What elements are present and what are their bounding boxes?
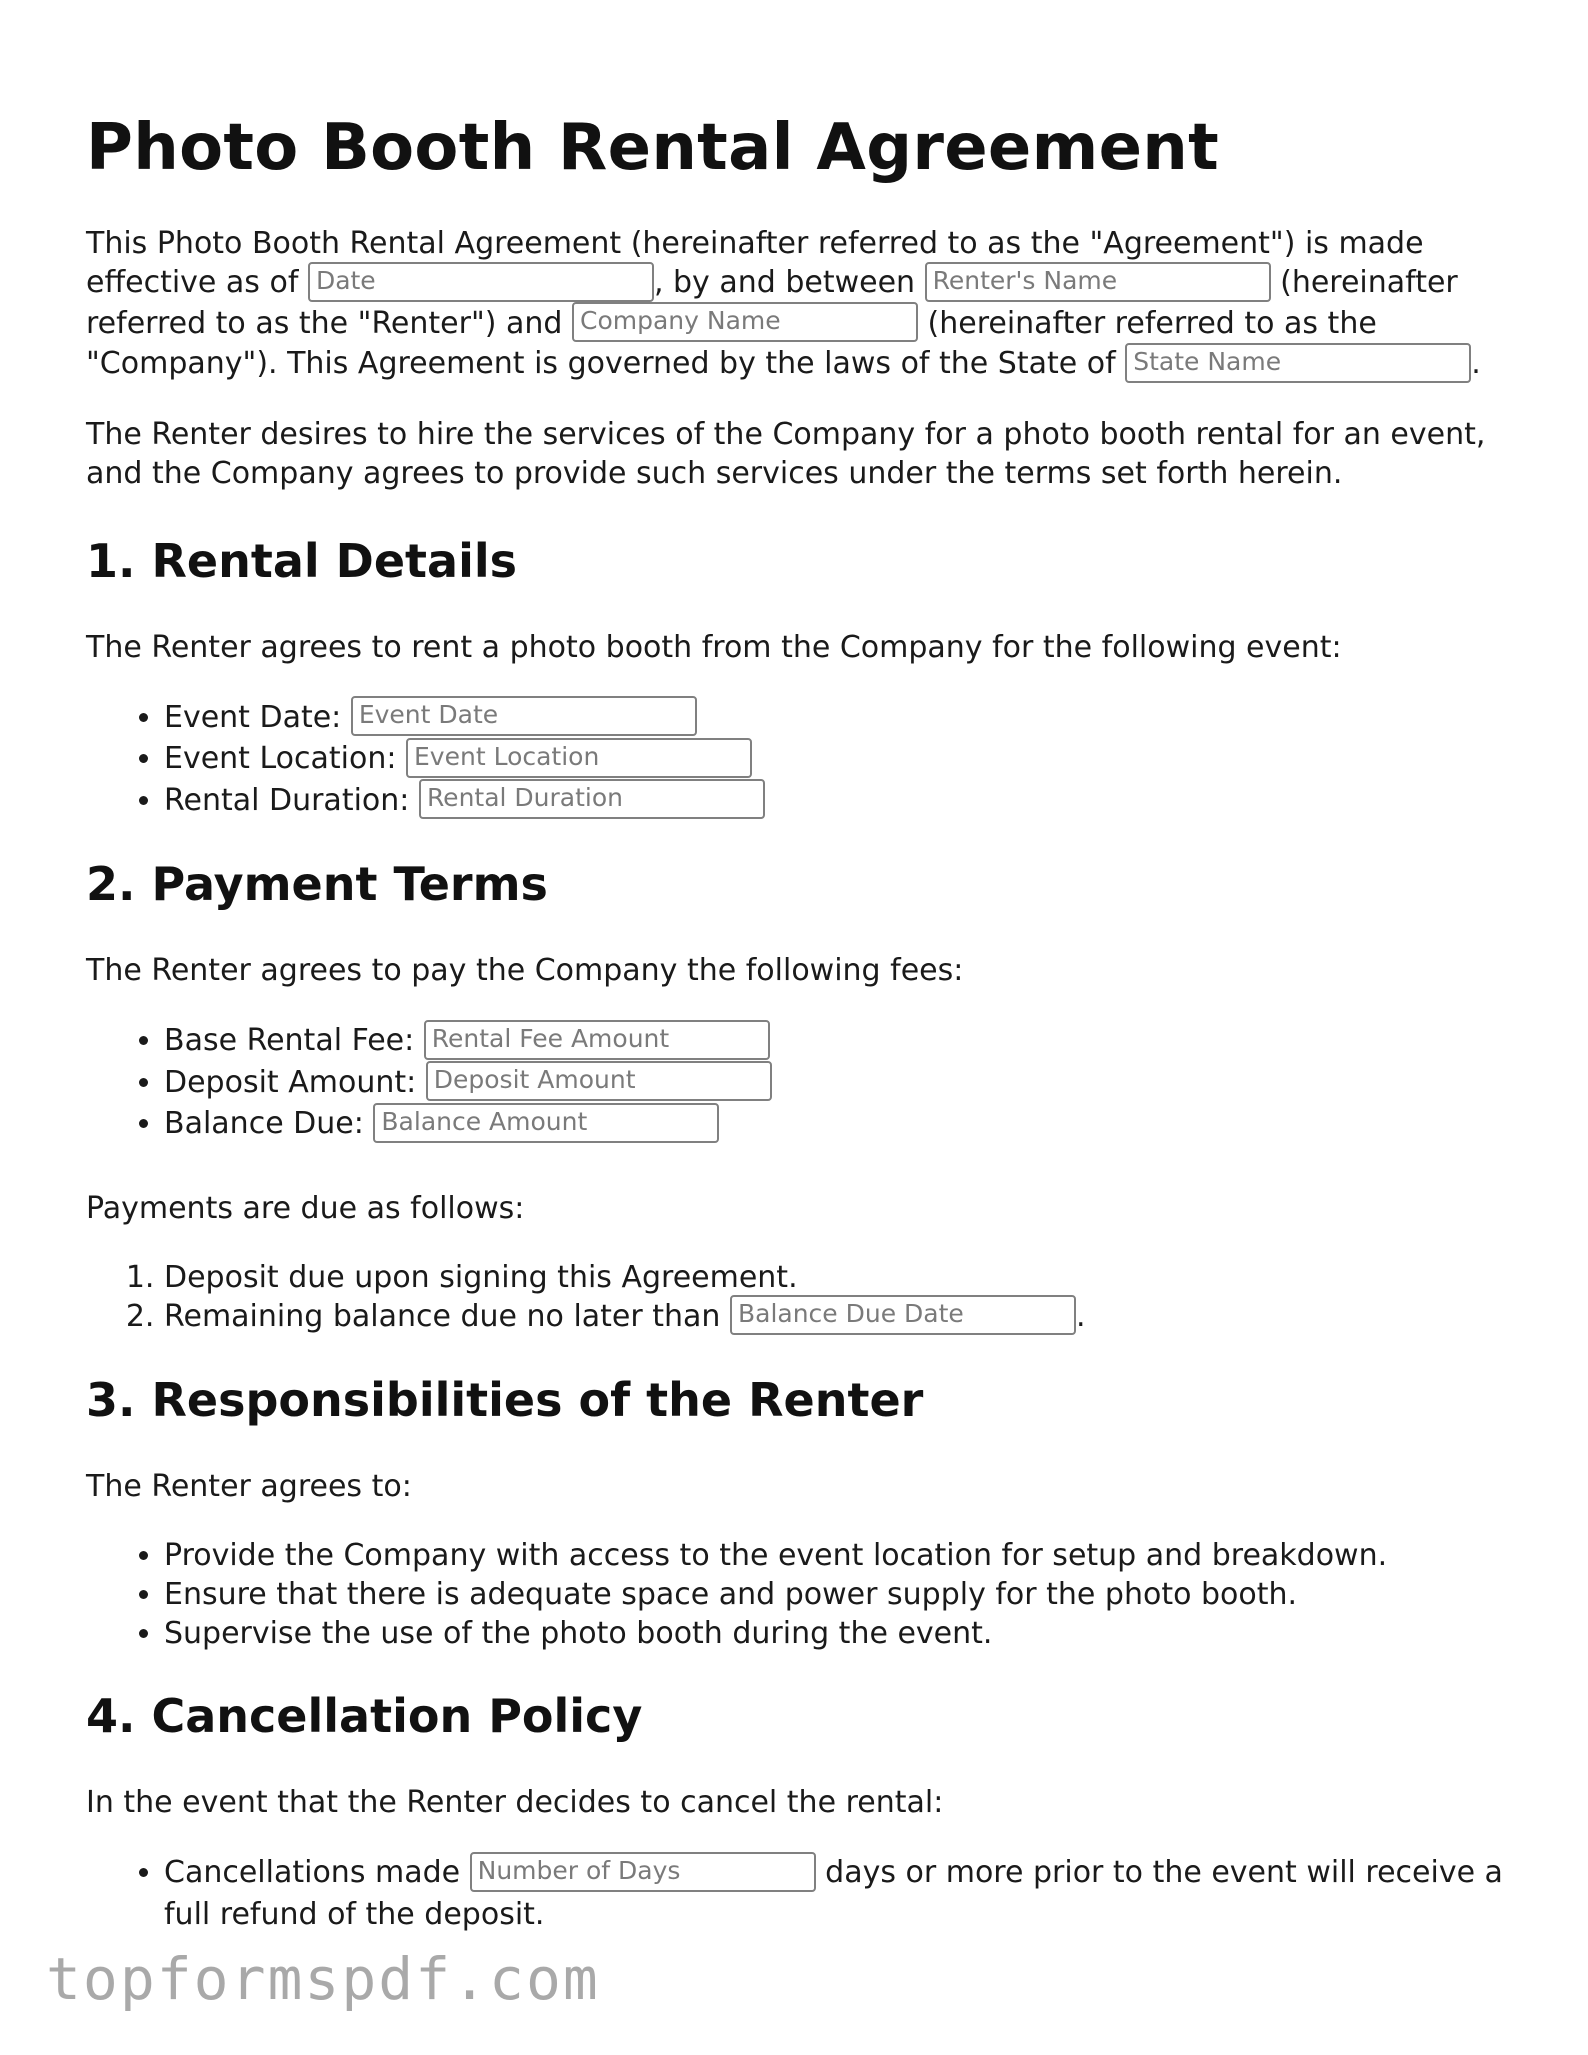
cancellation-list	[86, 1852, 1516, 1935]
list-item	[164, 1103, 1516, 1145]
rental-details-list	[86, 697, 1516, 822]
base-rental-fee-label: Base Rental Fee:	[164, 1023, 424, 1058]
agreement-page	[86, 0, 1516, 1935]
intro-text: , by and between	[653, 265, 925, 300]
list-item: • Provide the Company with access to the event location for setup and breakdown.	[164, 1536, 1516, 1575]
intro-paragraph	[86, 224, 1516, 385]
intro-text: This Photo Booth Rental Agreement (hereinafter referred to as the "Agreement") is made effective as of	[86, 226, 1424, 300]
list-item	[164, 697, 1516, 739]
payment-schedule-list	[86, 1258, 1516, 1338]
state-name-field[interactable]: State Name	[1125, 343, 1471, 383]
event-date-field[interactable]: Event Date	[351, 696, 697, 736]
cancellation-text: days or more prior to the event will receive a full refund of the deposit.	[164, 1855, 1503, 1932]
list-item: • Supervise the use of the photo booth during the event.	[164, 1614, 1516, 1653]
schedule-text: .	[1075, 1298, 1086, 1334]
balance-due-label: Balance Due:	[164, 1106, 374, 1141]
purpose-paragraph: The Renter desires to hire the services of the Company for a photo booth rental for an event, and the Company agrees to provide such services under the terms set forth herein.	[86, 416, 1486, 491]
list-item	[164, 1852, 1516, 1935]
watermark: topformspdf.com	[46, 1945, 600, 2013]
rental-duration-field[interactable]: Rental Duration	[419, 779, 765, 819]
list-item	[164, 780, 1516, 822]
responsibilities-lead: The Renter agrees to:	[86, 1469, 412, 1504]
list-item	[164, 738, 1516, 780]
list-item: 1. Deposit due upon signing this Agreement.	[164, 1258, 1516, 1297]
section-heading-responsibilities: 3. Responsibilities of the Renter	[86, 1373, 924, 1427]
payment-fees-list	[86, 1020, 1516, 1145]
list-item	[164, 1297, 1516, 1338]
event-location-field[interactable]: Event Location	[406, 738, 752, 778]
balance-amount-field[interactable]: Balance Amount	[373, 1103, 719, 1143]
rental-details-lead: The Renter agrees to rent a photo booth from the Company for the following event:	[86, 629, 1342, 665]
list-item	[164, 1062, 1516, 1104]
company-name-field[interactable]: Company Name	[572, 302, 918, 342]
responsibilities-list	[86, 1536, 1516, 1653]
schedule-text: Remaining balance due no later than	[164, 1298, 730, 1334]
event-location-label: Event Location:	[164, 741, 407, 776]
section-heading-rental-details: 1. Rental Details	[86, 533, 518, 588]
payment-schedule-lead: Payments are due as follows:	[86, 1190, 525, 1226]
deposit-amount-label: Deposit Amount:	[164, 1064, 426, 1100]
list-item: • Ensure that there is adequate space and power supply for the photo booth.	[164, 1575, 1516, 1614]
rental-duration-label: Rental Duration:	[164, 782, 419, 818]
section-heading-cancellation-policy: 4. Cancellation Policy	[86, 1689, 643, 1743]
cancellation-lead: In the event that the Renter decides to cancel the rental:	[86, 1785, 944, 1820]
balance-due-date-field[interactable]: Balance Due Date	[730, 1295, 1076, 1335]
deposit-amount-field[interactable]: Deposit Amount	[426, 1061, 772, 1101]
cancellation-text: Cancellations made	[164, 1855, 470, 1890]
section-heading-payment-terms: 2. Payment Terms	[86, 857, 548, 911]
date-field[interactable]: Date	[308, 262, 654, 302]
intro-text: (hereinafter referred to as the "Company"). This Agreement is governed by the laws of the State of	[86, 305, 1377, 381]
renter-name-field[interactable]: Renter's Name	[925, 262, 1271, 302]
payment-terms-lead: The Renter agrees to pay the Company the following fees:	[86, 953, 964, 988]
number-of-days-field[interactable]: Number of Days	[470, 1852, 816, 1892]
document-title: Photo Booth Rental Agreement	[86, 111, 1220, 185]
intro-text: (hereinafter referred to as the "Renter") and	[86, 265, 1458, 341]
intro-text: .	[1471, 346, 1481, 381]
rental-fee-amount-field[interactable]: Rental Fee Amount	[424, 1020, 770, 1060]
event-date-label: Event Date:	[164, 699, 351, 735]
list-item	[164, 1020, 1516, 1062]
